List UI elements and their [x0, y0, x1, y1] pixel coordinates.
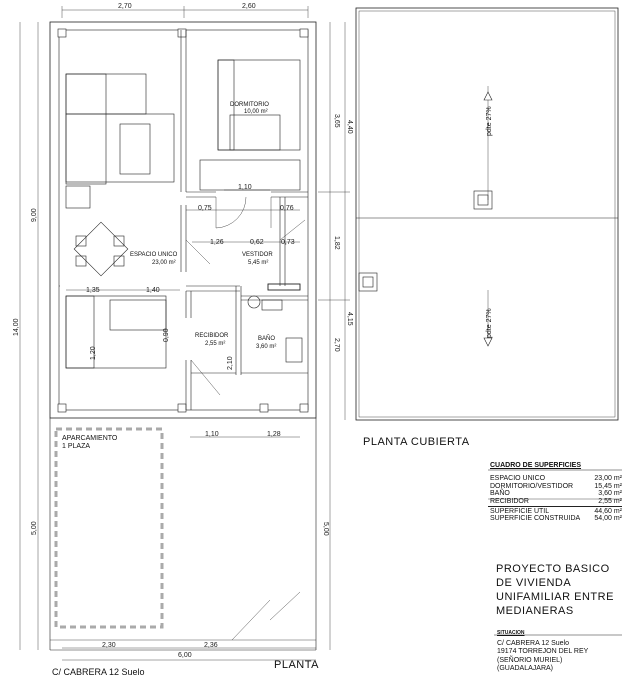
project-line-4: MEDIANERAS: [496, 605, 574, 617]
dim-110-bottom: 1,10: [205, 431, 219, 438]
dim-left-total: 14,00: [13, 318, 20, 336]
room-vestidor: VESTIDOR: [242, 252, 273, 258]
table-row: [488, 508, 622, 515]
dim-075: 0,75: [198, 205, 212, 212]
situacion-line-4: (GUADALAJARA): [497, 664, 554, 672]
dim-120: 1,20: [90, 346, 97, 360]
row-value: 44,60 m²: [594, 508, 622, 516]
row-value: 23,00 m²: [594, 475, 622, 483]
dim-right-270: 2,70: [333, 338, 340, 352]
room-aparcamiento: APARCAMIENTO: [62, 435, 118, 442]
dim-135: 1,35: [86, 287, 100, 294]
table-row: [488, 475, 622, 482]
roof-slope-bottom: pdte 27%: [486, 308, 493, 338]
dim-top-right: 2,60: [242, 3, 256, 10]
project-line-2: DE VIVIENDA: [496, 577, 572, 589]
table-divider: [488, 506, 622, 507]
dim-210: 2,10: [227, 356, 234, 370]
superficies-heading: CUADRO DE SUPERFICIES: [490, 462, 582, 469]
situacion-heading: SITUACION: [497, 630, 525, 636]
room-vestidor-area: 5,45 m²: [248, 260, 269, 266]
row-name: RECIBIDOR: [490, 497, 529, 505]
table-row: [488, 490, 622, 497]
row-name: DORMITORIO/VESTIDOR: [490, 482, 574, 490]
address-footer: C/ CABRERA 12 Suelo: [52, 667, 145, 677]
dim-right-182: 1,82: [333, 236, 340, 250]
table-row: [488, 498, 622, 505]
dim-right-415: 4,15: [346, 312, 353, 326]
project-line-1: PROYECTO BASICO: [496, 563, 610, 575]
row-value: 2,55 m²: [598, 497, 622, 505]
dim-090: 0,90: [163, 328, 170, 342]
dim-door-110-top: 1,10: [238, 184, 252, 191]
superficies-table: [488, 462, 622, 523]
room-espacio-area: 23,00 m²: [152, 260, 176, 266]
project-line-3: UNIFAMILIAR ENTRE: [496, 591, 614, 603]
room-espacio: ESPACIO UNICO: [130, 252, 178, 258]
room-plaza: 1 PLAZA: [62, 443, 91, 450]
dim-062: 0,62: [250, 239, 264, 246]
dim-140: 1,40: [146, 287, 160, 294]
dim-076: 0,76: [280, 205, 294, 212]
room-recibidor: RECIBIDOR: [195, 333, 229, 339]
situacion-line-3: (SEÑORIO MURIEL): [497, 656, 563, 664]
row-name: SUPERFICIE CONSTRUIDA: [490, 515, 581, 523]
table-row: [488, 515, 622, 522]
dim-right-440: 4,40: [346, 120, 353, 134]
dim-left-lower: 5,00: [31, 521, 38, 535]
dim-128: 1,28: [267, 431, 281, 438]
dim-230: 2,30: [102, 642, 116, 649]
row-value: 3,60 m²: [598, 490, 622, 498]
row-name: BAÑO: [490, 490, 510, 498]
planta-title: PLANTA: [274, 659, 319, 671]
situacion-block: [497, 629, 588, 673]
dim-right-365: 3,65: [333, 114, 340, 128]
dim-073: 0,73: [281, 239, 295, 246]
dim-600: 6,00: [178, 652, 192, 659]
dim-right-500: 5,00: [322, 522, 329, 536]
row-value: 54,00 m²: [594, 515, 622, 523]
dim-left-upper: 9,00: [31, 208, 38, 222]
dim-top-left: 2,70: [118, 3, 132, 10]
dim-236: 2,36: [204, 642, 218, 649]
roof-slope-top: pdte 27%: [486, 106, 493, 136]
room-bano-area: 3,60 m²: [256, 344, 277, 350]
row-name: SUPERFICIE UTIL: [490, 508, 550, 516]
row-name: ESPACIO UNICO: [490, 475, 546, 483]
room-bano: BAÑO: [258, 336, 276, 342]
room-recibidor-area: 2,55 m²: [205, 341, 226, 347]
dim-126: 1,26: [210, 239, 224, 246]
project-title: [496, 562, 614, 618]
room-dormitorio-area: 10,00 m²: [244, 109, 268, 115]
situacion-line-2: 19174 TORREJON DEL REY: [497, 648, 589, 656]
situacion-line-1: C/ CABRERA 12 Suelo: [497, 640, 569, 648]
room-dormitorio: DORMITORIO: [230, 102, 269, 108]
row-value: 15,45 m²: [594, 482, 622, 490]
planta-cubierta-title: PLANTA CUBIERTA: [363, 436, 470, 448]
